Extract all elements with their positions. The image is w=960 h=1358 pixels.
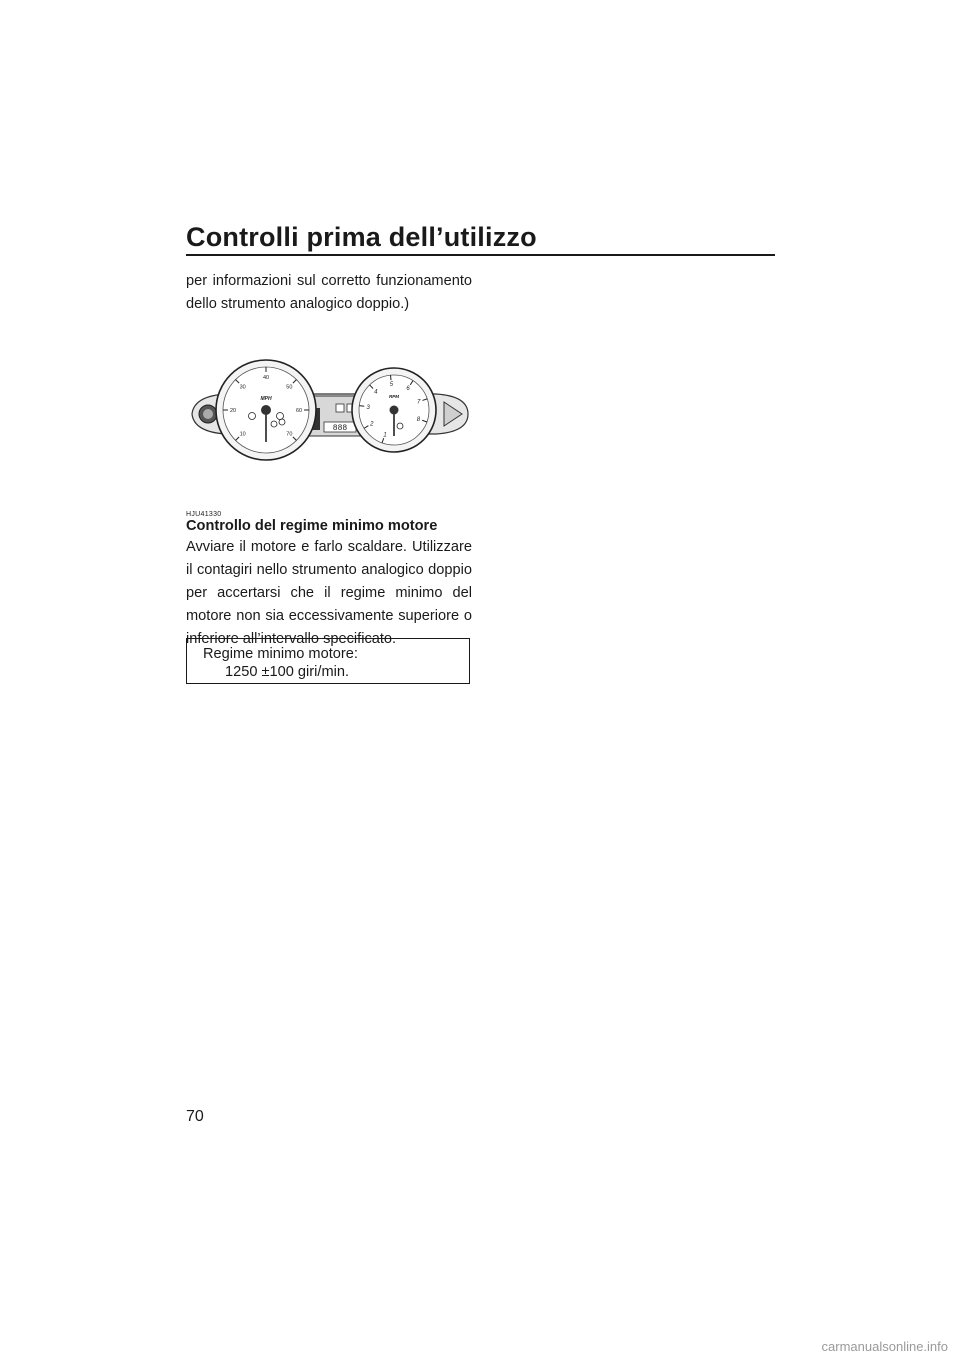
- tachometer-tick-label: 4: [374, 389, 378, 396]
- page-number: 70: [186, 1108, 204, 1125]
- tachometer-tick-label: 1: [383, 432, 387, 439]
- page-title: Controlli prima dell’utilizzo: [186, 222, 537, 252]
- spec-value: 1250 ±100 giri/min.: [225, 664, 350, 680]
- tachometer-tick-label: 3: [366, 404, 370, 411]
- title-rule: [186, 254, 775, 256]
- speedometer-tick-label: 30: [239, 384, 246, 391]
- digital-display-digits: 888: [332, 424, 348, 433]
- dual-analog-gauge-illustration: [186, 352, 472, 472]
- spec-box: [186, 638, 470, 684]
- tachometer-tick: [359, 406, 364, 407]
- spec-label: Regime minimo motore:: [203, 646, 358, 662]
- speedometer-tick-label: 50: [286, 384, 293, 391]
- section-code: HJU41330: [186, 511, 222, 518]
- speedometer-tick-label: 70: [286, 431, 293, 438]
- section-heading: Controllo del regime minimo motore: [186, 518, 438, 534]
- speedometer-tick-label: 20: [229, 408, 237, 414]
- speedometer-tick-label: 40: [262, 375, 270, 381]
- intro-paragraph: per informazioni sul corretto funzionamento dello strumento analogico doppio.): [186, 273, 472, 312]
- speedometer-tick-label: 60: [295, 408, 303, 414]
- watermark: carmanualsonline.info: [821, 1339, 948, 1354]
- tachometer-tick-label: 7: [416, 399, 421, 406]
- speedometer-unit: MPH: [260, 396, 272, 402]
- tachometer-tick-label: 2: [370, 421, 374, 428]
- tachometer-tick-label: 8: [416, 416, 421, 423]
- section-paragraph: Avviare il motore e farlo scaldare. Utilizzare il contagiri nello strumento analogico doppio per accertarsi che il regime minimo del motore non sia eccessivamente superiore o inferiore all’intervallo specificato.: [186, 539, 472, 647]
- speedometer-tick-label: 10: [239, 431, 246, 438]
- tachometer-tick-label: 5: [389, 382, 394, 389]
- tachometer-tick-label: 6: [406, 386, 410, 393]
- dual-gauge-figure: [186, 352, 472, 472]
- tachometer-unit: RPM: [389, 394, 399, 399]
